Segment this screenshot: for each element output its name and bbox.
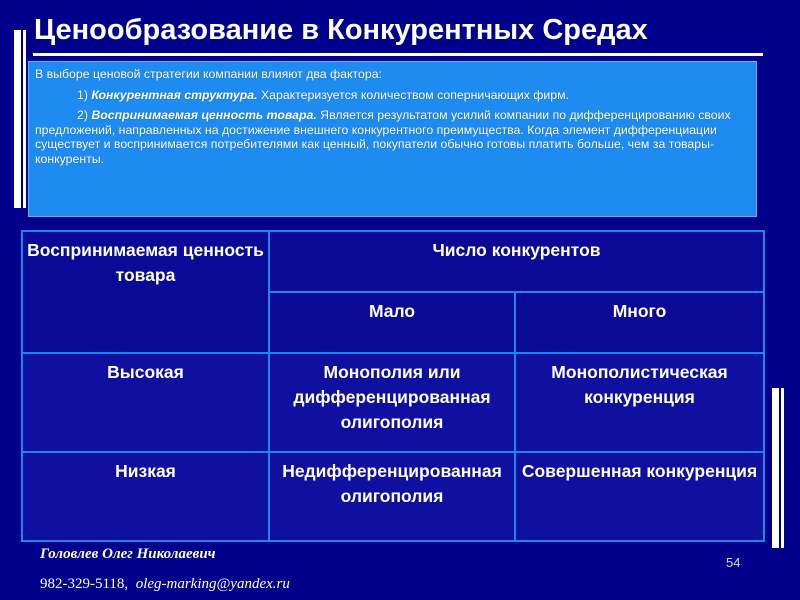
title-underline	[33, 53, 763, 56]
right-decor-bar-thin	[781, 388, 784, 548]
page-number: 54	[726, 555, 741, 570]
factor-1-number: 1)	[77, 87, 92, 102]
cell-high-many: Монополистическая конкуренция	[515, 353, 764, 452]
factor-2-term: Воспринимаемая ценность товара.	[91, 108, 317, 122]
author-email[interactable]: oleg-marking@yandex.ru	[135, 576, 290, 592]
factor-1	[35, 88, 750, 103]
header-many: Много	[515, 292, 764, 353]
left-decor-bar-thick	[14, 30, 21, 208]
author-phone: 982-329-5118,	[40, 576, 129, 592]
factor-1-description: Характеризуется количеством соперничающих фирм.	[257, 87, 569, 102]
slide-title: Ценообразование в Конкурентных Средах	[34, 14, 648, 46]
row-label-high: Высокая	[22, 353, 269, 452]
factor-2-description: Является результатом усилий компании по дифференцированию своих предложений, направленных на достижение внешнего конкурентного преимущества. Когда элемент дифференциации существует и воспринимается потребителями как ценный, покупатели обычно готовы платить больше, чем за товары-конкуренты.	[35, 108, 731, 166]
intro-textbox	[28, 61, 757, 217]
author-name: Головлев Олег Николаевич	[40, 546, 216, 562]
header-number-of-competitors: Число конкурентов	[269, 231, 764, 292]
row-label-low: Низкая	[22, 452, 269, 541]
right-decor-bar-thick	[772, 388, 779, 548]
author-contacts	[40, 576, 290, 593]
pricing-matrix-table	[21, 230, 765, 542]
left-decor-bar-thin	[23, 30, 26, 208]
header-perceived-value: Воспринимаемая ценность товара	[22, 231, 269, 353]
cell-high-few: Монополия или дифференцированная олигополия	[269, 353, 515, 452]
factor-2	[35, 108, 750, 166]
factor-1-term: Конкурентная структура.	[91, 87, 258, 102]
intro-text: В выборе ценовой стратегии компании влияют два фактора:	[35, 67, 382, 81]
factor-2-number: 2)	[77, 108, 92, 122]
header-few: Мало	[269, 292, 515, 353]
cell-low-many: Совершенная конкуренция	[515, 452, 764, 541]
cell-low-few: Недифференцированная олигополия	[269, 452, 515, 541]
